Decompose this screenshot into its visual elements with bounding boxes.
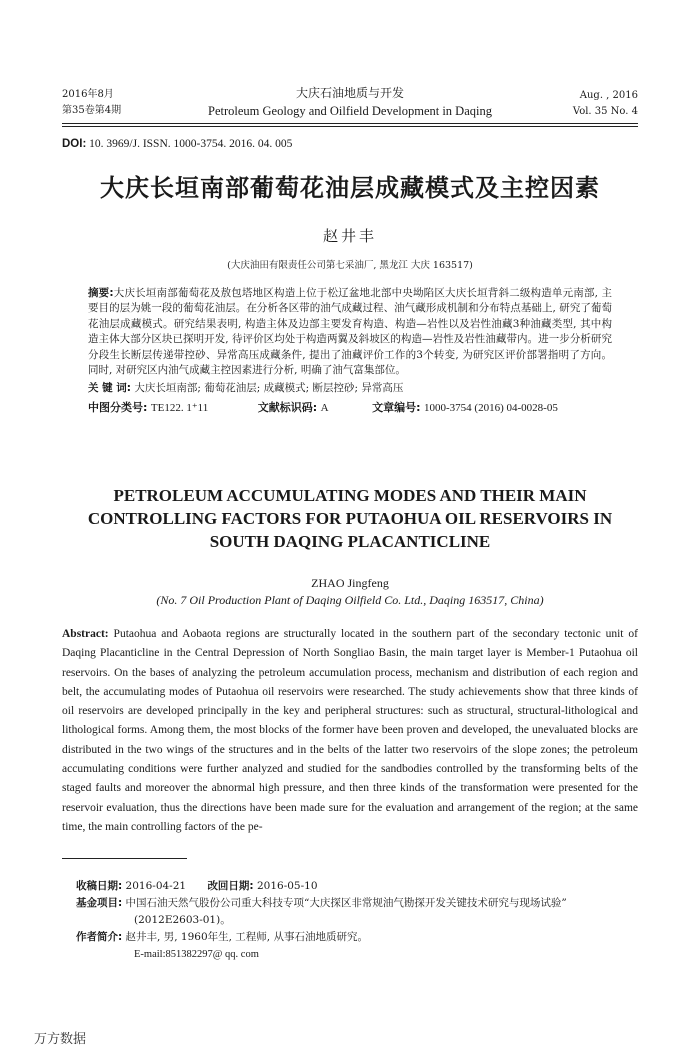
fund-label: 基金项目: bbox=[76, 897, 123, 909]
header-date-en: Aug. , 2016 bbox=[579, 90, 638, 101]
author-email: E-mail:851382297@ qq. com bbox=[134, 949, 259, 960]
journal-title-cn: 大庆石油地质与开发 bbox=[295, 86, 404, 100]
paper-title-cn: 大庆长垣南部葡萄花油层成藏模式及主控因素 bbox=[100, 174, 600, 202]
keywords-cn-text: 大庆长垣南部; 葡萄花油层; 成藏模式; 断层控砂; 异常高压 bbox=[134, 382, 404, 394]
doc-code-value: A bbox=[320, 402, 329, 414]
abstract-en-text: Putaohua and Aobaota regions are structurally located in the southern part of the secondary tectonic unit of Daqing Placanticline in the Central Depression of North Songliao Basin, the main target layer is Member-1 Putaohua oil reservoirs. On the bases of analyzing the petroleum accumulation process, mechanism and distribution of each region and belt, the accumulating modes of Putaohua oil reservoirs were researched. The study achievements show that three kinds of oil reservoirs are developed principally in the key and peripheral structures: such as structural, structural-lithological and lithological forms. Among them, the most blocks of the former have been proven and developed, the unevaluated blocks are distributed in the two wings of the structures and in the belts of the latter two reservoirs of the slope zones; the petroleum accumulating conditions were further analyzed and studied for the sandbodies controlled by the transforming belts of the staged faults and moreover the abnormal high pressure, and then three kinds of the transformation were presented for the reservoir evaluation, thus the directions have been made sure for the evaluation and arrangement of the region; at the same time, the main controlling factors of the pe- bbox=[62, 628, 638, 833]
abstract-en-label: Abstract: bbox=[62, 628, 109, 640]
fund-code: (2012E2603-01)。 bbox=[134, 914, 231, 926]
affiliation-cn: (大庆油田有限责任公司第七采油厂, 黑龙江 大庆 163517) bbox=[227, 260, 473, 271]
paper-title-en-line3: SOUTH DAQING PLACANTICLINE bbox=[209, 532, 491, 551]
abstract-cn bbox=[88, 286, 612, 378]
received-value: 2016-04-21 bbox=[125, 880, 187, 892]
classification-line bbox=[88, 400, 612, 416]
watermark: 万方数据 bbox=[34, 1032, 87, 1047]
header-date-cn: 2016年8月 bbox=[62, 89, 114, 100]
journal-title-en: Petroleum Geology and Oilfield Development in Daqing bbox=[208, 104, 492, 118]
abstract-en bbox=[62, 625, 638, 837]
paper-title-en bbox=[40, 484, 660, 553]
header-volume-en: Vol. 35 No. 4 bbox=[572, 106, 638, 117]
author-bio-text: 赵井丰, 男, 1960年生, 工程师, 从事石油地质研究。 bbox=[125, 931, 368, 943]
abstract-cn-label: 摘要: bbox=[88, 287, 114, 299]
revised-value: 2016-05-10 bbox=[256, 880, 318, 892]
author-bio-line bbox=[76, 929, 646, 946]
keywords-cn-label: 关 键 词: bbox=[88, 382, 132, 394]
fund-text: 中国石油天然气股份公司重大科技专项“大庆探区非常规油气勘探开发关键技术研究与现场试验” bbox=[125, 897, 567, 909]
doi-label: DOI: bbox=[62, 138, 87, 150]
abstract-cn-text: 大庆长垣南部葡萄花及敖包塔地区构造上位于松辽盆地北部中央坳陷区大庆长垣背斜二级构造单元南部, 主要目的层为姚一段的葡萄花油层。在分析各区带的油气成藏过程、油气藏形成机制和分布特点基础上, 研究了葡萄花油层成藏模式。研究结果表明, 构造主体及边部主要发育构造、构造—岩性以及岩性油藏3种油藏类型, 其中构造主体大部分区块已探明开发, 待评价区均处于构造两翼及斜坡区的构造—岩性及岩性油藏带内。进一步分析研究分段生长断层传递带控砂、异常高压成藏条件, 提出了油藏评价工作的3个转变, 为研究区评价部署指明了方向。同时, 对研究区内油气成藏主控因素进行分析, 明确了油气富集部位。 bbox=[88, 287, 612, 377]
affiliation-en: (No. 7 Oil Production Plant of Daqing Oilfield Co. Ltd., Daqing 163517, China) bbox=[156, 593, 544, 607]
doc-code-label: 文献标识码: bbox=[257, 401, 318, 414]
doi-value: 10. 3969/J. ISSN. 1000-3754. 2016. 04. 005 bbox=[89, 138, 293, 150]
revised-label: 改回日期: bbox=[207, 880, 254, 892]
author-en: ZHAO Jingfeng bbox=[311, 576, 389, 590]
clc-value: TE122. 1⁺11 bbox=[150, 402, 209, 414]
author-cn: 赵井丰 bbox=[322, 227, 377, 245]
fund-line bbox=[76, 895, 646, 912]
header-rule-2 bbox=[62, 126, 638, 127]
header-volume-cn: 第35卷第4期 bbox=[62, 105, 122, 116]
doi-line bbox=[62, 138, 292, 150]
footnote-rule bbox=[62, 858, 187, 859]
keywords-cn bbox=[88, 381, 612, 396]
footnotes bbox=[76, 878, 646, 963]
article-no-value: 1000-3754 (2016) 04-0028-05 bbox=[424, 402, 558, 414]
article-no-label: 文章编号: bbox=[372, 401, 421, 414]
header-rule bbox=[62, 123, 638, 124]
received-line bbox=[76, 878, 646, 895]
author-bio-label: 作者简介: bbox=[76, 931, 123, 943]
paper-title-en-line2: CONTROLLING FACTORS FOR PUTAOHUA OIL RESERVOIRS IN bbox=[87, 509, 613, 528]
clc-label: 中图分类号: bbox=[88, 401, 148, 414]
received-label: 收稿日期: bbox=[76, 880, 123, 892]
paper-title-en-line1: PETROLEUM ACCUMULATING MODES AND THEIR MAIN bbox=[113, 486, 587, 505]
